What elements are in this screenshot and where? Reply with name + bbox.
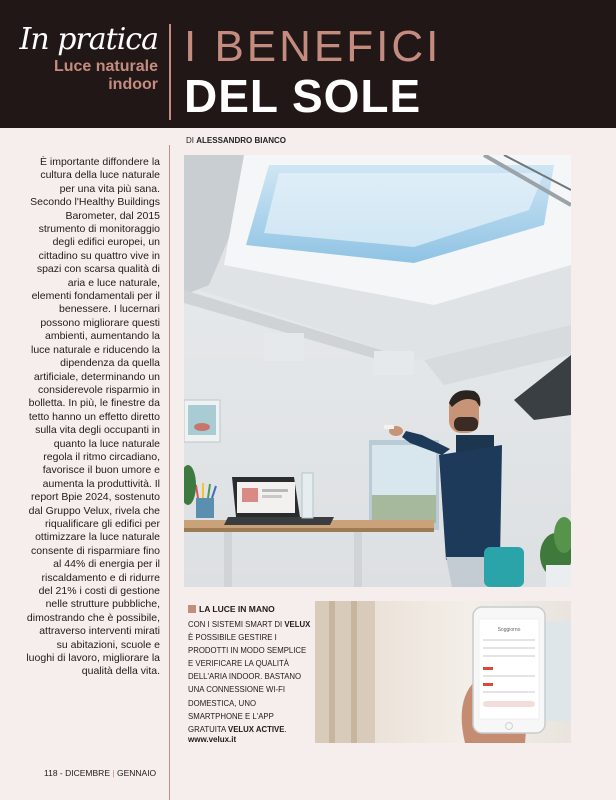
section-kicker: In pratica [19, 22, 158, 57]
byline-prefix: DI [186, 136, 194, 145]
section-subtitle: Luce naturale indoor [53, 58, 158, 93]
byline-author: ALESSANDRO BIANCO [196, 136, 287, 145]
accent-square-icon [188, 605, 196, 613]
sidebar-article-text: È importante diffondere la cultura della luce naturale per una vita più sana. Secondo l'Healthy Buildings Barometer, dal 2015 strumento di monitoraggio degli edifici europei, un cittadino su quattro vive in spazi con scarsa qualità di aria e luce naturale, elementi fondamentali per il benessere. I lucernari possono migliorare questi ambienti, aumentando la luce naturale e riducendo la dipendenza da quella artificiale, determinando un considerevole risparmio in bolletta. In più, le finestre da tetto hanno un effetto diretto sulla vita degli occupanti in quanto la luce naturale regola il ritmo circadiano, favorisce il buon umore e aumenta la produttività. Il report Bpie 2024, sostenuto dal Gruppo Velux, rivela che riqualificare gli edifici per ottimizzare la luce naturale consente di risparmiare fino al 44% di energia per il riscaldamento e di ridurre del 21% i costi di gestione nelle strutture pubbliche, dimostrando che è possibile, attraverso interventi mirati su abitazioni, scuole e luoghi di lavoro, migliorare la qualità della vita. [26, 156, 160, 678]
byline [186, 136, 286, 145]
info-box-text-part-3: . [284, 724, 287, 734]
info-box-title [188, 604, 275, 614]
info-box-brand: VELUX [284, 620, 311, 629]
phone-app-title: Soggiorno [497, 627, 521, 633]
info-box-url[interactable]: www.velux.it [188, 735, 237, 744]
info-box-text [188, 618, 312, 736]
info-box-title-text: LA LUCE IN MANO [199, 604, 275, 614]
header-divider [169, 24, 171, 120]
header-band [0, 0, 616, 128]
smartphone-app-photo [315, 601, 571, 743]
info-box-text-part-2: È POSSIBILE GESTIRE I PRODOTTI IN MODO SEMPLICE E VERIFICARE LA QUALITÀ DELL'ARIA INDOOR. BASTANO UNA CONNESSIONE WI-FI DOMESTICA, UNO SMARTPHONE E L'APP GRATUITA [188, 633, 307, 734]
page-footer [44, 768, 156, 778]
footer-separator: | [112, 768, 115, 778]
skylight-room-photo [184, 155, 571, 587]
issue-month: DICEMBRE [65, 768, 110, 778]
info-box-app-name: VELUX ACTIVE [228, 724, 285, 734]
page-number: 118 - [44, 768, 63, 778]
headline-line-1: I BENEFICI [184, 22, 442, 71]
headline-line-2: DEL SOLE [184, 70, 422, 122]
info-box-text-part-1: CON I SISTEMI SMART DI [188, 620, 285, 629]
column-divider [169, 145, 170, 800]
issue-month-2: GENNAIO [116, 768, 157, 778]
